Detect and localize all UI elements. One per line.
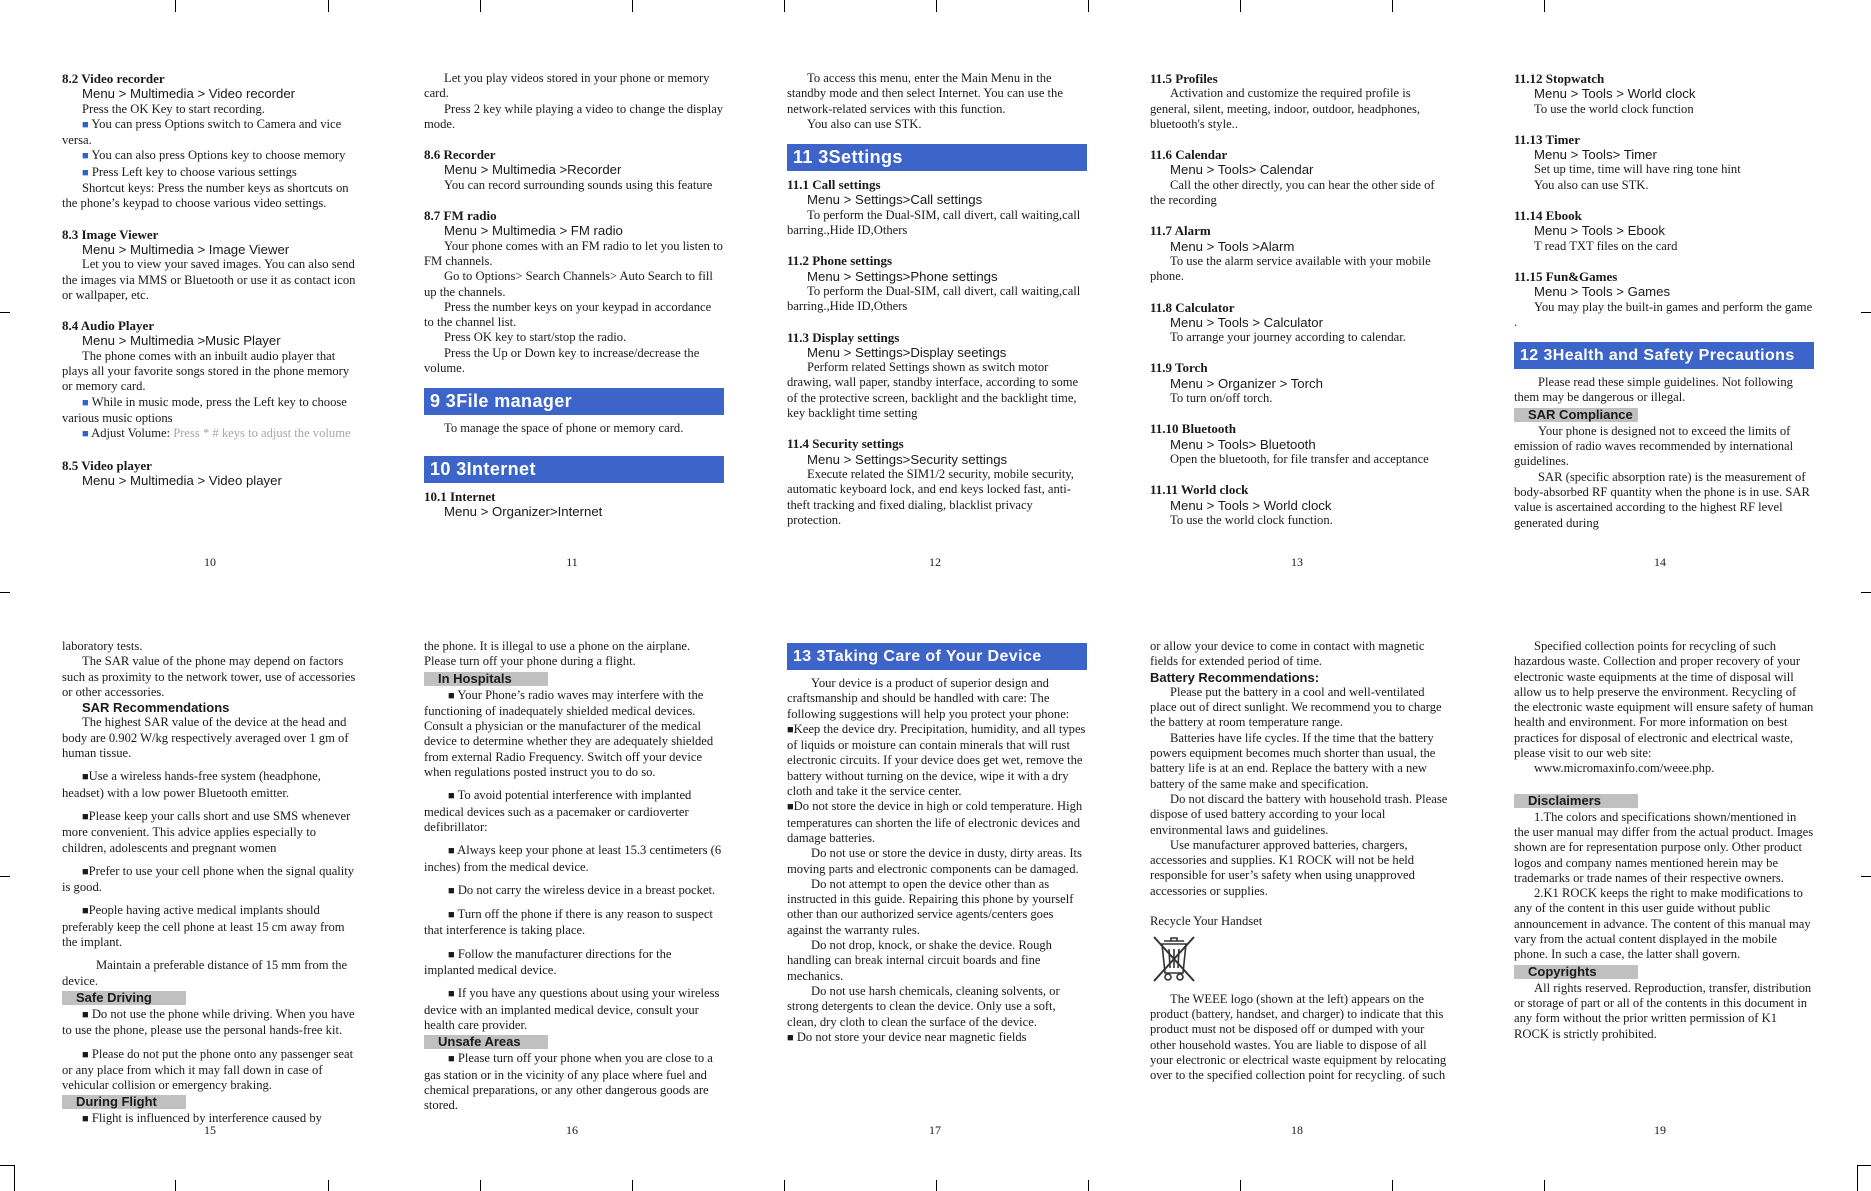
paragraph: You may play the built-in games and perform the game . xyxy=(1514,299,1813,329)
page-number: 12 xyxy=(929,555,941,569)
paragraph: Press 2 key while playing a video to change the display mode. xyxy=(424,101,724,131)
paragraph: SAR (specific absorption rate) is the measurement of body-absorbed RF quantity when the phone is in use. SAR value is ascertained according to the highest RF level generated during xyxy=(1514,469,1810,530)
paragraph: To use the world clock function. xyxy=(1170,512,1333,527)
paragraph: Batteries have life cycles. If the time that the battery powers equipment becomes much shorter than usual, the battery life is at an end. Replace the battery with a new battery of the same make and specification. xyxy=(1150,730,1436,791)
paragraph: Follow the manufacturer directions for the implanted medical device. xyxy=(424,946,672,978)
section-title: 11.11 World clock xyxy=(1150,482,1249,498)
chapter-heading-bar: 11 3Settings xyxy=(787,144,1087,171)
paragraph: Do not store the device in high or cold temperature. High temperatures can shorten the life of electronic devices and damage batteries. xyxy=(787,799,1083,845)
page-number: 15 xyxy=(204,1123,216,1137)
page-18 xyxy=(1150,639,1450,1083)
square-bullet-icon: ■ xyxy=(82,810,89,823)
chapter-heading-bar: 12 3Health and Safety Precautions xyxy=(1514,342,1814,369)
square-bullet-icon: ■ xyxy=(82,1008,89,1021)
square-bullet-icon: ■ xyxy=(82,396,89,409)
paragraph: Always keep your phone at least 15.3 centimeters (6 inches) from the medical device. xyxy=(424,843,722,874)
paragraph: To arrange your journey according to calendar. xyxy=(1170,330,1406,345)
paragraph: Press the number keys on your keypad in accordance to the channel list. xyxy=(424,299,712,330)
paragraph: Do not use harsh chemicals, cleaning solvents, or strong detergents to clean the device. Only use a soft, clean, dry cloth to clean the surface of the device. xyxy=(787,983,1060,1029)
paragraph: Your Phone’s radio waves may interfere with the functioning of inadequately shielded medical devices. Consult a physician or the manufacturer of the medical device to determine whether they are adequately shielded from external Radio Frequency. Switch off your device when regulations posted instruct you to do so. xyxy=(424,687,714,780)
menu-path: Menu > Multimedia >Recorder xyxy=(444,162,622,178)
paragraph: or allow your device to come in contact with magnetic fields for extended period of time. xyxy=(1150,639,1425,669)
paragraph: To avoid potential interference with implanted medical devices such as a pacemaker or cardioverter defibrillator: xyxy=(424,788,692,834)
section-title: 11.9 Torch xyxy=(1150,360,1208,376)
paragraph: 1.The colors and specifications shown/mentioned in the user manual may differ from the actual product. Images shown are for representation purpose only. Other product logos and company names mentioned herein may be trademarks or trade names of their respective owners. xyxy=(1514,809,1814,885)
paragraph: To perform the Dual-SIM, call divert, call waiting,call barring.,Hide ID,Others xyxy=(787,207,1081,238)
page-number: 18 xyxy=(1291,1123,1303,1137)
square-bullet-icon: ■ xyxy=(448,948,455,961)
section-title: 11.4 Security settings xyxy=(787,436,904,452)
paragraph: You can press Options switch to Camera and vice versa. xyxy=(62,116,342,148)
page-15 xyxy=(62,639,362,1128)
paragraph: To use the alarm service available with your mobile phone. xyxy=(1150,253,1431,284)
paragraph: All rights reserved. Reproduction, transfer, distribution or storage of part or all of the contents in this document in any form without the prior written permission of K1 ROCK is strictly prohibited. xyxy=(1514,980,1812,1041)
paragraph: People having active medical implants should preferably keep the cell phone at least 15 cm away from the implant. xyxy=(62,903,345,950)
sub-heading-label: In Hospitals xyxy=(424,672,548,686)
section-title: 10.1 Internet xyxy=(424,488,496,504)
paragraph: Flight is influenced by interference caused by xyxy=(91,1111,322,1126)
menu-path: Menu > Tools > Games xyxy=(1534,284,1671,300)
menu-path: Menu > Multimedia > Video recorder xyxy=(82,86,296,102)
page-number: 16 xyxy=(566,1123,578,1137)
paragraph: Shortcut keys: Press the number keys as shortcuts on the phone’s keypad to choose various video settings. xyxy=(62,181,349,211)
square-bullet-icon: ■ xyxy=(787,801,794,814)
section-title: 11.12 Stopwatch xyxy=(1514,71,1605,86)
paragraph-faded: Press * # keys to adjust the volume xyxy=(173,426,351,441)
square-bullet-icon: ■ xyxy=(82,118,89,131)
paragraph: Do not use or store the device in dusty, dirty areas. Its moving parts and electronic components can be damaged. xyxy=(787,846,1082,876)
paragraph: laboratory tests. xyxy=(62,639,143,653)
square-bullet-icon: ■ xyxy=(448,909,455,922)
paragraph: To perform the Dual-SIM, call divert, call waiting,call barring.,Hide ID,Others xyxy=(787,283,1081,314)
menu-path: Menu > Tools > World clock xyxy=(1170,497,1332,513)
paragraph: Press Left key to choose various settings xyxy=(91,164,297,179)
paragraph: The WEEE logo (shown at the left) appears on the product (battery, handset, and charger) to indicate that this product must not be disposed off or dumped with your other household wastes. You are liable to dispose of all your electronic or electrical waste equipment by relocating over to the specified collection point for recycling. of such xyxy=(1150,991,1447,1083)
paragraph: Let you to view your saved images. You can also send the images via MMS or Bluetooth or use it as contact icon or wallpaper, etc. xyxy=(62,257,356,302)
menu-path: Menu > Multimedia > Image Viewer xyxy=(82,241,290,257)
paragraph: Open the bluetooth, for file transfer and acceptance xyxy=(1170,451,1429,466)
page-number: 17 xyxy=(929,1123,941,1137)
sub-heading: Battery Recommendations: xyxy=(1150,669,1320,685)
menu-path: Menu > Settings>Phone settings xyxy=(807,268,998,284)
square-bullet-icon: ■ xyxy=(448,845,455,858)
paragraph: Press the OK Key to start recording. xyxy=(82,101,265,116)
menu-path: Menu > Multimedia >Music Player xyxy=(82,333,281,349)
square-bullet-icon: ■ xyxy=(448,689,455,702)
paragraph: If you have any questions about using your wireless device with an implanted medical device, consult your xyxy=(424,986,720,1017)
paragraph: You can also press Options key to choose memory xyxy=(91,148,346,163)
menu-path: Menu > Organizer > Torch xyxy=(1170,375,1323,391)
chapter-heading-bar: 13 3Taking Care of Your Device xyxy=(787,643,1087,670)
square-bullet-icon: ■ xyxy=(448,1053,455,1066)
paragraph: Recycle Your Handset xyxy=(1150,914,1263,929)
paragraph: To use the world clock function xyxy=(1534,101,1694,116)
paragraph: You can record surrounding sounds using this feature xyxy=(444,177,713,192)
paragraph: Your phone comes with an FM radio to let you listen to FM channels. xyxy=(424,238,723,268)
paragraph: Perform related Settings shown as switch motor drawing, wall paper, standby interface, according to some of the protective screen, backlight and the backlight time, key backlight time setting xyxy=(787,360,1079,421)
paragraph: 2.K1 ROCK keeps the right to make modifications to any of the content in this user guide without public announcement in advance. The content of this manual may vary from the actual content displayed in the mobile phone. In such a case, the latter shall govern. xyxy=(1514,886,1811,962)
paragraph: To turn on/off torch. xyxy=(1170,391,1273,406)
sub-heading-label: During Flight xyxy=(62,1095,186,1109)
paragraph: Activation and customize the required profile is general, silent, meeting, indoor, outdoor, headphones, bluetooth's style.. xyxy=(1150,86,1421,131)
page-11 xyxy=(424,71,724,519)
paragraph: the phone. It is illegal to use a phone on the airplane. Please turn off your phone during a flight. xyxy=(424,639,691,669)
page-10 xyxy=(62,71,362,488)
paragraph: Do not use the phone while driving. When you have to use the phone, please use the personal hands-free kit. xyxy=(62,1006,355,1038)
paragraph: Use manufacturer approved batteries, chargers, accessories and supplies. K1 ROCK will not be held responsible for user’s safety when using unapproved accessories or supplies. xyxy=(1150,837,1415,898)
paragraph: You also can use STK. xyxy=(1534,177,1649,192)
menu-path: Menu > Tools > Ebook xyxy=(1534,223,1665,239)
square-bullet-icon: ■ xyxy=(448,988,455,1001)
menu-path: Menu > Settings>Display seetings xyxy=(807,344,1007,360)
paragraph: Please read these simple guidelines. Not following them may be dangerous or illegal. xyxy=(1514,375,1793,405)
section-title: 11.5 Profiles xyxy=(1150,71,1218,86)
paragraph: The highest SAR value of the device at the head and body are 0.902 W/kg respectively averaged over 1 gm of human tissue. xyxy=(62,715,349,761)
paragraph: To manage the space of phone or memory card. xyxy=(444,421,684,436)
section-title: 8.6 Recorder xyxy=(424,147,496,163)
section-title: 8.2 Video recorder xyxy=(62,71,165,86)
menu-path: Menu > Organizer>Internet xyxy=(444,503,603,519)
section-title: 8.3 Image Viewer xyxy=(62,226,159,242)
menu-path: Menu > Settings>Call settings xyxy=(807,192,983,208)
web-link[interactable]: www.micromaxinfo.com/weee.php. xyxy=(1534,761,1715,776)
menu-path: Menu > Tools >Alarm xyxy=(1170,238,1295,254)
paragraph: Let you play videos stored in your phone or memory card. xyxy=(424,71,710,101)
page-number: 11 xyxy=(566,555,578,569)
section-title: 11.6 Calendar xyxy=(1150,147,1228,163)
square-bullet-icon: ■ xyxy=(448,884,455,897)
paragraph: Go to Options> Search Channels> Auto Search to fill up the channels. xyxy=(424,269,713,299)
page-16 xyxy=(424,639,724,1113)
page-number: 19 xyxy=(1654,1123,1666,1137)
sub-heading-label: Disclaimers xyxy=(1514,794,1638,808)
paragraph: Specified collection points for recycling of such hazardous waste. Collection and proper recovery of your electronic waste equipments at the time of disposal will allow us to help preserve the environment. Recycling of the electronic waste equipment will ensure safety of human health and environment. For more information on best practices for disposal of electronic and electrical waste, please visit to our web site: xyxy=(1514,639,1814,761)
menu-path: Menu > Tools> Calendar xyxy=(1170,162,1314,178)
paragraph: To access this menu, enter the Main Menu in the standby mode and then select Internet. You can use the network-related services with this function. xyxy=(787,71,1063,116)
section-title: 11.3 Display settings xyxy=(787,329,900,345)
page-number: 13 xyxy=(1291,555,1303,569)
chapter-heading-bar: 9 3File manager xyxy=(424,388,724,415)
crossed-out-wheelie-bin-icon xyxy=(1150,933,1198,985)
paragraph: Press the Up or Down key to increase/decrease the volume. xyxy=(424,345,700,376)
section-title: 11.7 Alarm xyxy=(1150,223,1211,239)
menu-path: Menu > Tools > World clock xyxy=(1534,86,1696,102)
paragraph: While in music mode, press the Left key to choose various music options xyxy=(62,394,347,425)
menu-path: Menu > Tools> Bluetooth xyxy=(1170,436,1316,452)
paragraph: The SAR value of the phone may depend on factors such as proximity to the network tower, use of accessories or other accessories. xyxy=(62,654,356,699)
square-bullet-icon: ■ xyxy=(82,428,89,441)
menu-path: Menu > Multimedia > FM radio xyxy=(444,223,623,239)
paragraph: Press OK key to start/stop the radio. xyxy=(444,330,627,345)
paragraph: Call the other directly, you can hear the other side of the recording xyxy=(1150,177,1435,208)
paragraph: Execute related the SIM1/2 security, mobile security, automatic keyboard lock, and end keys locked fast, anti-theft tracking and fixed dialing, blacklist privacy protection. xyxy=(787,466,1074,527)
paragraph: Do not discard the battery with household trash. Please dispose of used battery according to your local environmental laws and guidelines. xyxy=(1150,791,1448,837)
sub-heading-label: Unsafe Areas xyxy=(424,1035,548,1049)
section-title: 11.13 Timer xyxy=(1514,131,1580,147)
section-title: 11.2 Phone settings xyxy=(787,253,893,269)
sub-heading-label: SAR Compliance xyxy=(1514,408,1638,422)
paragraph: Do not attempt to open the device other than as instructed in this guide. Repairing this phone by yourself other than our authorized service agents/centers goes against the warranty rules. xyxy=(787,876,1074,937)
square-bullet-icon: ■ xyxy=(787,723,794,736)
sub-heading-label: Copyrights xyxy=(1514,965,1638,979)
paragraph: T read TXT files on the card xyxy=(1534,238,1678,253)
paragraph: Adjust Volume: xyxy=(91,426,174,441)
paragraph: Turn off the phone if there is any reason to suspect that interference is taking place. xyxy=(424,907,713,938)
paragraph: The phone comes with an inbuilt audio player that plays all your favorite songs stored in the phone memory or memory card. xyxy=(62,348,350,394)
section-title: 8.5 Video player xyxy=(62,457,152,473)
square-bullet-icon: ■ xyxy=(448,790,455,803)
paragraph: Your phone is designed not to exceed the limits of emission of radio waves recommended by international guidelines. xyxy=(1514,423,1794,469)
section-title: 11.8 Calculator xyxy=(1150,299,1235,315)
paragraph: Prefer to use your cell phone when the signal quality is good. xyxy=(62,863,355,895)
menu-path: Menu > Tools> Timer xyxy=(1534,147,1657,163)
page-17 xyxy=(787,639,1087,1046)
paragraph: Your device is a product of superior design and craftsmanship and should be handled with care: The following suggestions will help you protect your phone: xyxy=(787,676,1070,721)
page-number: 10 xyxy=(204,555,216,569)
square-bullet-icon: ■ xyxy=(82,865,89,878)
square-bullet-icon: ■ xyxy=(82,166,89,179)
page-12 xyxy=(787,71,1087,528)
page-19 xyxy=(1514,639,1814,1042)
chapter-heading-bar: 10 3Internet xyxy=(424,456,724,483)
section-title: 11.10 Bluetooth xyxy=(1150,421,1236,437)
square-bullet-icon: ■ xyxy=(82,150,89,163)
square-bullet-icon: ■ xyxy=(787,1031,794,1044)
paragraph: Use a wireless hands-free system (headphone, headset) with a low power Bluetooth emitter. xyxy=(62,769,321,800)
section-title: 11.1 Call settings xyxy=(787,177,881,193)
menu-path: Menu > Settings>Security settings xyxy=(807,451,1008,467)
menu-path: Menu > Tools > Calculator xyxy=(1170,314,1323,330)
paragraph: Please do not put the phone onto any passenger seat or any place from which it may fall down in case of vehicular collision or emergency braking. xyxy=(62,1046,354,1093)
paragraph: You also can use STK. xyxy=(807,116,922,131)
paragraph: Do not store your device near magnetic fields xyxy=(796,1029,1027,1044)
paragraph: Do not carry the wireless device in a breast pocket. xyxy=(457,882,716,897)
square-bullet-icon: ■ xyxy=(82,1113,89,1126)
page-number: 14 xyxy=(1654,555,1666,569)
section-title: 11.15 Fun&Games xyxy=(1514,268,1618,284)
square-bullet-icon: ■ xyxy=(82,1048,89,1061)
paragraph: Set up time, time will have ring tone hint xyxy=(1534,162,1741,177)
sub-heading: SAR Recommendations xyxy=(82,700,230,716)
paragraph: Please put the battery in a cool and well-ventilated place out of direct sunlight. We recommend you to charge the battery at room temperature range. xyxy=(1150,684,1442,730)
menu-path: Menu > Multimedia > Video player xyxy=(82,472,282,488)
page-14 xyxy=(1514,71,1814,531)
section-title: 11.14 Ebook xyxy=(1514,208,1582,224)
sub-heading-label: Safe Driving xyxy=(62,991,186,1005)
paragraph: Please turn off your phone when you are close to a gas station or in the vicinity of any place where fuel and chemical preparations, or any other dangerous goods are stored. xyxy=(424,1051,713,1113)
page-13 xyxy=(1150,71,1450,528)
paragraph: health care provider. xyxy=(424,1017,528,1032)
paragraph: Keep the device dry. Precipitation, humidity, and all types of liquids or moisture can contain minerals that will rust electronic circuits. If your device does get wet, remove the battery without turning on the device, wipe it with a dry cloth and take it the service center. xyxy=(787,721,1086,799)
square-bullet-icon: ■ xyxy=(82,905,89,918)
paragraph: Please keep your calls short and use SMS whenever more convenient. This advice applies especially to children, adolescents and pregnant women xyxy=(62,808,351,855)
square-bullet-icon: ■ xyxy=(82,771,89,784)
section-title: 8.4 Audio Player xyxy=(62,318,155,334)
section-title: 8.7 FM radio xyxy=(424,208,497,224)
paragraph: Maintain a preferable distance of 15 mm from the device. xyxy=(62,958,348,988)
paragraph: Do not drop, knock, or shake the device. Rough handling can break internal circuit boards and fine mechanics. xyxy=(787,938,1052,983)
